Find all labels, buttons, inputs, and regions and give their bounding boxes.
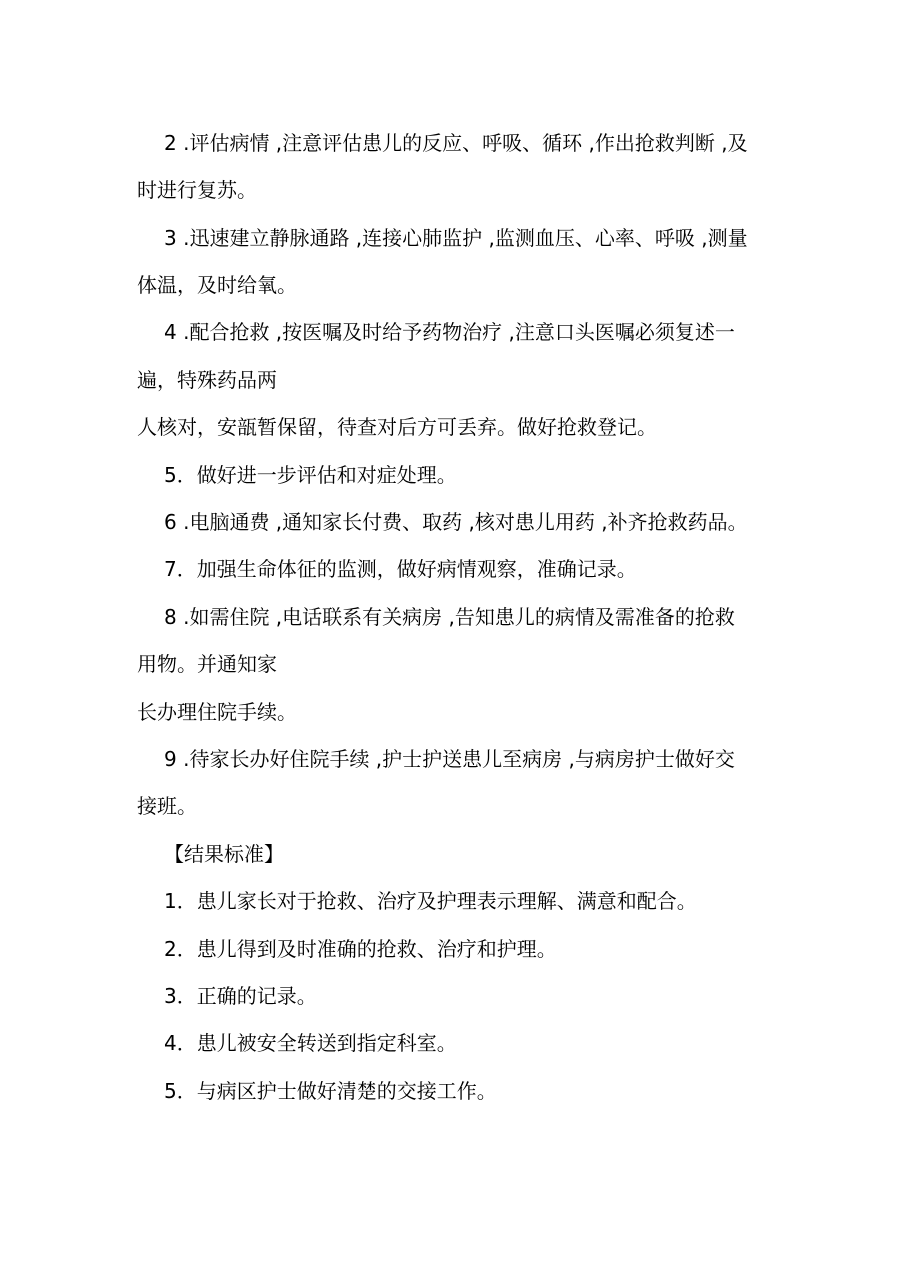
text-line: 4．患儿被安全转送到指定科室。 (164, 1031, 457, 1055)
text-line: 5．做好进一步评估和对症处理。 (164, 463, 457, 487)
text-line: 7．加强生命体征的监测，做好病情观察，准确记录。 (164, 557, 637, 581)
text-line: 人核对，安瓿暂保留，待查对后方可丢弃。做好抢救登记。 (137, 415, 657, 439)
section-heading: 【结果标准】 (164, 842, 284, 866)
text-line: 用物。并通知家 (137, 652, 277, 676)
text-line: 2．患儿得到及时准确的抢救、治疗和护理。 (164, 937, 557, 961)
text-line: 体温，及时给氧。 (137, 273, 297, 297)
text-line: 遍，特殊药品两 (137, 368, 277, 392)
text-line: 时进行复苏。 (137, 178, 257, 202)
text-line: 1．患儿家长对于抢救、治疗及护理表示理解、满意和配合。 (164, 889, 697, 913)
text-line: 长办理住院手续。 (137, 700, 297, 724)
text-line: 6 .电脑通费 ,通知家长付费、取药 ,核对患儿用药 ,补齐抢救药品。 (164, 510, 748, 534)
text-line: 3．正确的记录。 (164, 984, 317, 1008)
text-line: 9 .待家长办好住院手续 ,护士护送患儿至病房 ,与病房护士做好交 (164, 747, 735, 771)
text-line: 5．与病区护士做好清楚的交接工作。 (164, 1079, 497, 1103)
text-line: 接班。 (137, 794, 197, 818)
text-line: 8 .如需住院 ,电话联系有关病房 ,告知患儿的病情及需准备的抢救 (164, 605, 735, 629)
text-line: 2 .评估病情 ,注意评估患儿的反应、呼吸、循环 ,作出抢救判断 ,及 (164, 131, 748, 155)
text-line: 3 .迅速建立静脉通路 ,连接心肺监护 ,监测血压、心率、呼吸 ,测量 (164, 226, 748, 250)
text-line: 4 .配合抢救 ,按医嘱及时给予药物治疗 ,注意口头医嘱必须复述一 (164, 320, 735, 344)
